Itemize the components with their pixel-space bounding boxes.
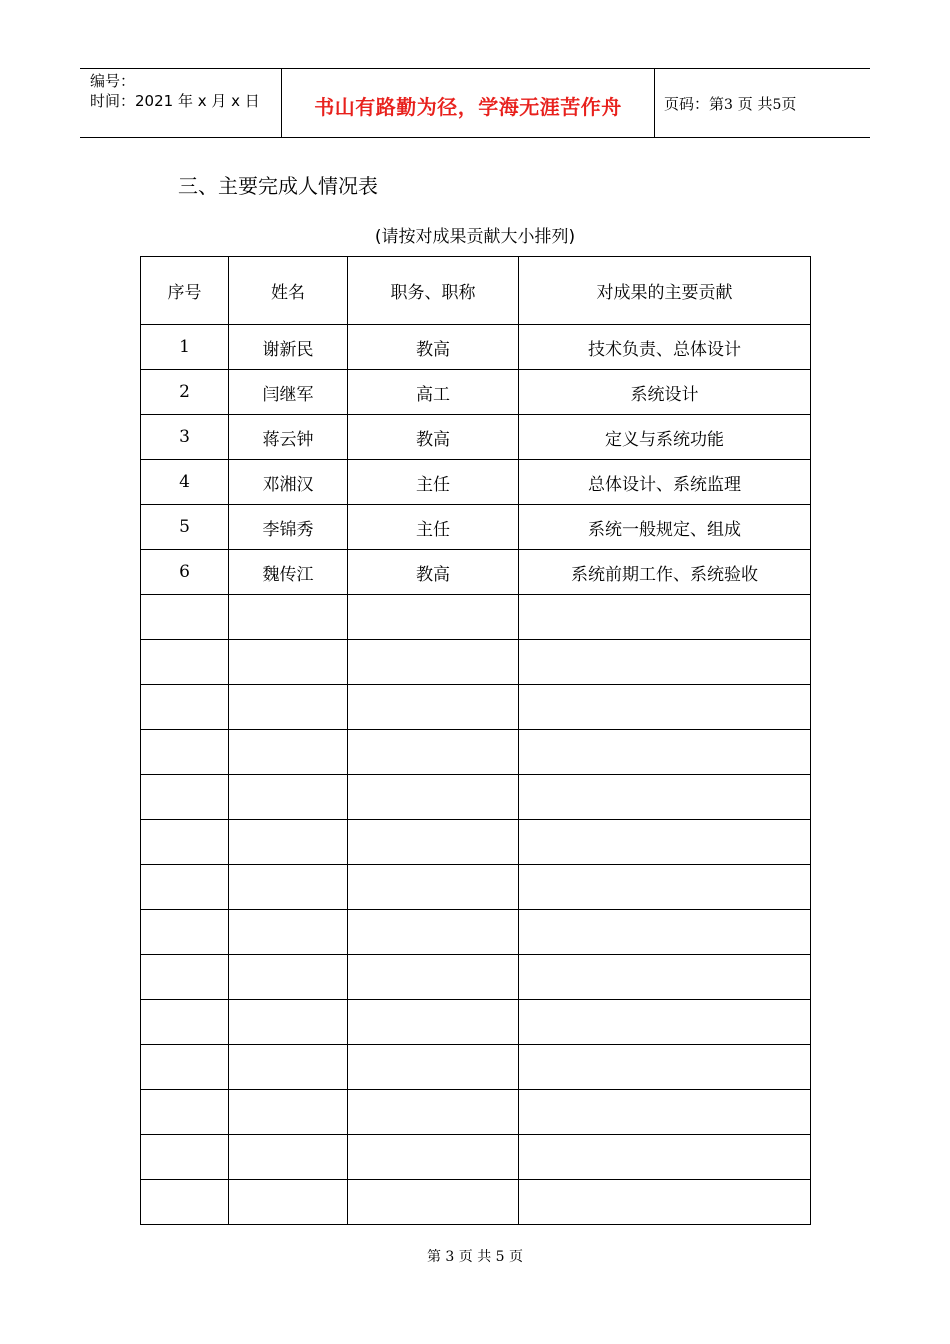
- table-cell: 1: [141, 325, 229, 370]
- table-cell: 主任: [348, 460, 519, 505]
- table-cell: [141, 730, 229, 775]
- table-cell: [348, 955, 519, 1000]
- table-row: [141, 775, 811, 820]
- table-cell: [348, 1180, 519, 1225]
- table-cell: 技术负责、总体设计: [519, 325, 811, 370]
- header-motto: 书山有路勤为径，学海无涯苦作舟: [314, 95, 622, 119]
- table-cell: [141, 1045, 229, 1090]
- time-label: 时间：2021 年 x 月 x 日: [90, 92, 260, 110]
- page-mid: 页 共: [737, 95, 773, 113]
- table-cell: [519, 640, 811, 685]
- table-cell: [229, 1135, 348, 1180]
- table-row: [141, 640, 811, 685]
- table-cell: [141, 595, 229, 640]
- table-cell: 2: [141, 370, 229, 415]
- table-cell: [141, 910, 229, 955]
- table-cell: [519, 865, 811, 910]
- page-suffix: 页: [781, 95, 797, 113]
- table-cell: [141, 775, 229, 820]
- table-cell: [348, 595, 519, 640]
- table-row: [141, 730, 811, 775]
- table-row: [141, 1045, 811, 1090]
- table-cell: [229, 1000, 348, 1045]
- page-header: [80, 68, 870, 138]
- table-cell: [229, 640, 348, 685]
- table-cell: 5: [141, 505, 229, 550]
- page-footer: 第 3 页 共 5 页: [426, 1249, 524, 1265]
- table-row: [141, 820, 811, 865]
- table-cell: [519, 910, 811, 955]
- number-label: 编号：: [90, 72, 136, 90]
- table-cell: 系统一般规定、组成: [519, 505, 811, 550]
- table-row: [141, 1135, 811, 1180]
- table-cell: [141, 865, 229, 910]
- table-cell: [348, 640, 519, 685]
- table-cell: [141, 820, 229, 865]
- table-cell: [348, 685, 519, 730]
- table-cell: [348, 820, 519, 865]
- table-cell: [229, 1045, 348, 1090]
- table-cell: 教高: [348, 415, 519, 460]
- table-row: [141, 595, 811, 640]
- page-label: 页码：第: [664, 95, 725, 113]
- table-cell: [229, 865, 348, 910]
- table-cell: [229, 955, 348, 1000]
- table-cell: [229, 1090, 348, 1135]
- table-cell: [229, 775, 348, 820]
- table-subtitle: (请按对成果贡献大小排列): [374, 227, 576, 247]
- table-cell: [519, 955, 811, 1000]
- table-cell: [229, 910, 348, 955]
- table-cell: [348, 775, 519, 820]
- table-cell: [519, 1135, 811, 1180]
- table-row: [141, 505, 811, 550]
- header-divider: [654, 69, 655, 137]
- table-cell: [519, 1045, 811, 1090]
- table-cell: 魏传江: [229, 550, 348, 595]
- column-header: 职务、职称: [348, 257, 519, 325]
- table-cell: [348, 1090, 519, 1135]
- table-cell: 定义与系统功能: [519, 415, 811, 460]
- table-row: [141, 1090, 811, 1135]
- page-total: 5: [772, 97, 782, 113]
- table-cell: 6: [141, 550, 229, 595]
- column-header: 对成果的主要贡献: [519, 257, 811, 325]
- table-cell: 蒋云钟: [229, 415, 348, 460]
- table-row: [141, 955, 811, 1000]
- table-row: [141, 1180, 811, 1225]
- table-cell: [519, 775, 811, 820]
- table-cell: [348, 1135, 519, 1180]
- column-header: 序号: [141, 257, 229, 325]
- table-cell: [229, 595, 348, 640]
- table-cell: [519, 820, 811, 865]
- table-cell: 系统设计: [519, 370, 811, 415]
- table-row: [141, 865, 811, 910]
- table-row: [141, 325, 811, 370]
- header-meta: [90, 71, 285, 111]
- table-cell: 闫继军: [229, 370, 348, 415]
- table-row: [141, 1000, 811, 1045]
- table-cell: [348, 910, 519, 955]
- table-cell: [348, 865, 519, 910]
- table-cell: [519, 1090, 811, 1135]
- table-cell: 李锦秀: [229, 505, 348, 550]
- table-cell: [141, 955, 229, 1000]
- table-cell: 教高: [348, 325, 519, 370]
- table-cell: [141, 640, 229, 685]
- table-cell: [229, 820, 348, 865]
- table-cell: [519, 1180, 811, 1225]
- page-current: 3: [724, 97, 733, 113]
- table-cell: 系统前期工作、系统验收: [519, 550, 811, 595]
- table-cell: 谢新民: [229, 325, 348, 370]
- table-cell: [348, 1045, 519, 1090]
- table-row: [141, 370, 811, 415]
- table-cell: [141, 1000, 229, 1045]
- table-cell: [348, 1000, 519, 1045]
- table-cell: [141, 1135, 229, 1180]
- table-cell: 邓湘汉: [229, 460, 348, 505]
- contributors-table: [140, 256, 811, 1225]
- table-row: [141, 460, 811, 505]
- table-cell: [519, 1000, 811, 1045]
- table-cell: 总体设计、系统监理: [519, 460, 811, 505]
- table-cell: [519, 730, 811, 775]
- table-row: [141, 685, 811, 730]
- table-cell: [229, 730, 348, 775]
- table-cell: 4: [141, 460, 229, 505]
- table-row: [141, 415, 811, 460]
- column-header: 姓名: [229, 257, 348, 325]
- table-header-row: [141, 257, 811, 325]
- table-cell: 3: [141, 415, 229, 460]
- table-cell: [348, 730, 519, 775]
- table-row: [141, 550, 811, 595]
- table-cell: [229, 685, 348, 730]
- table-cell: [229, 1180, 348, 1225]
- table-cell: [519, 595, 811, 640]
- section-title: 三、主要完成人情况表: [178, 174, 378, 198]
- table-cell: 教高: [348, 550, 519, 595]
- table-cell: [141, 685, 229, 730]
- table-row: [141, 910, 811, 955]
- table-cell: 高工: [348, 370, 519, 415]
- table-cell: [519, 685, 811, 730]
- table-cell: 主任: [348, 505, 519, 550]
- table-cell: [141, 1090, 229, 1135]
- table-cell: [141, 1180, 229, 1225]
- header-page-info: [664, 93, 796, 114]
